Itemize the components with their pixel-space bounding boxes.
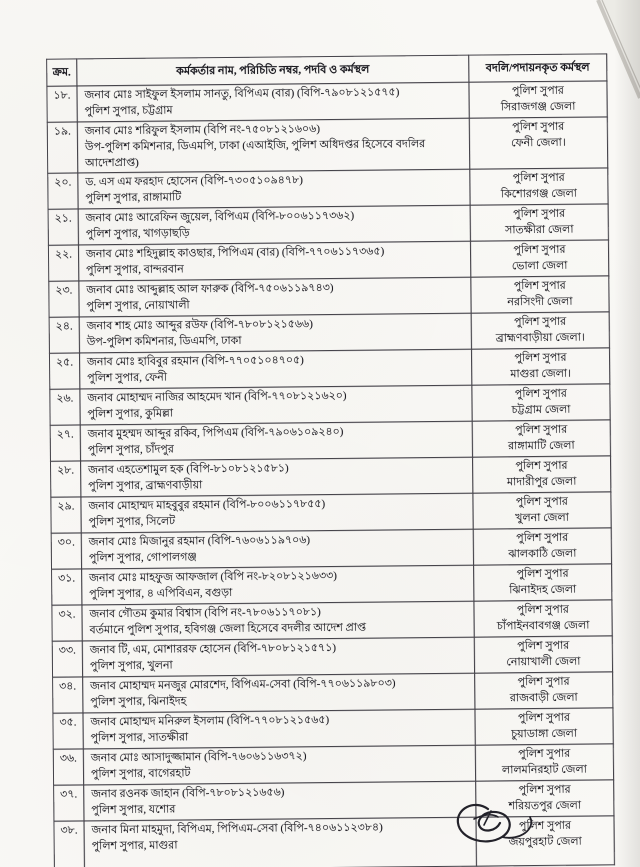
table-row <box>53 672 613 713</box>
officer-cell <box>79 349 471 389</box>
header-officer: কর্মকর্তার নাম, পরিচিতি নম্বর, পদবি ও কর্মস্থল <box>77 55 469 86</box>
destination-line1: পুলিশ সুপার <box>511 84 565 98</box>
officer-line1: জনাব মোঃ মাহফুজ আফজাল (বিপি নং-৮২০৮১২১৬৩৩) <box>89 569 337 585</box>
destination-cell <box>473 492 611 529</box>
officer-line2: পুলিশ সুপার, রাঙ্গামাটি <box>85 191 182 205</box>
officer-cell <box>78 169 470 209</box>
officer-line1: জনাব মিনা মাহমুদা, বিপিএম, পিপিএম-সেবা (বিপি-৭৪০৬১১২৩৮৪) <box>91 821 383 837</box>
officer-cell <box>80 385 472 425</box>
officer-line2: পুলিশ সুপার, যশোর <box>91 803 176 817</box>
officer-line1: জনাব মুহম্মদ আব্দুর রকিব, পিপিএম (বিপি-৭৯০৬১০৯২৪০) <box>87 425 344 441</box>
destination-line2: শরিয়তপুর জেলা <box>508 799 582 813</box>
officer-cell <box>84 817 476 867</box>
officer-cell <box>80 421 472 461</box>
destination-line2: ঝিনাইদহ জেলা <box>509 583 577 597</box>
officer-line1: জনাব মোহাম্মদ নাজির আহমেদ খান (বিপি-৭৭০৮১২১৬২০) <box>87 389 347 405</box>
destination-line1: পুলিশ সুপার <box>517 711 571 725</box>
serial-text: ৩১. <box>58 572 76 585</box>
destination-cell <box>472 420 610 457</box>
officer-line2: পুলিশ সুপার, ফেনী <box>87 371 168 385</box>
officer-line1: জনাব মোহাম্মদ মাহবুবুর রহমান (বিপি-৮০০৬১১৭৮৫৫) <box>88 498 326 513</box>
officer-cell <box>83 709 475 749</box>
serial-text: ২৫. <box>55 356 74 369</box>
serial-text: ১৮. <box>53 89 71 102</box>
serial-text: ২২. <box>54 248 73 261</box>
officer-line2: বর্তমানে পুলিশ সুপার, হবিগঞ্জ জেলা হিসেবে বদলীর আদেশ প্রাপ্ত <box>89 621 367 637</box>
destination-cell <box>473 564 611 601</box>
destination-cell <box>475 744 613 781</box>
table-row <box>47 81 607 122</box>
serial-text: ৩৫. <box>59 716 77 729</box>
officer-line2: পুলিশ সুপার, চট্টগ্রাম <box>84 104 173 118</box>
officer-cell <box>80 457 472 497</box>
transfer-order-table-wrap <box>46 53 614 867</box>
serial-text: ২৮. <box>56 464 75 477</box>
officer-line1: জনাব মোঃ আরেফিন জুয়েল, বিপিএম (বিপি-৮০০৬১১৭৩৬২) <box>85 209 355 225</box>
serial-text: ২৬. <box>56 392 74 405</box>
officer-line2: পুলিশ সুপার, গোপালগঞ্জ <box>88 551 197 565</box>
table-row <box>49 312 609 353</box>
destination-cell <box>474 600 612 637</box>
transfer-order-table <box>46 53 615 867</box>
officer-line2: পুলিশ সুপার, কুমিল্লা <box>87 407 174 421</box>
serial-cell <box>48 245 78 281</box>
destination-line2: জয়পুরহাট জেলা <box>508 835 582 849</box>
officer-cell <box>84 781 476 821</box>
serial-text: ২৪. <box>55 320 73 333</box>
officer-line1: জনাব মোঃ সাইফুল ইসলাম সানতু, বিপিএম (বার) (বিপি-৭৯০৮১২১৫৭৫) <box>84 86 400 102</box>
serial-cell <box>54 785 84 821</box>
destination-line2: রাজবাড়ী জেলা <box>509 691 578 705</box>
serial-cell <box>52 569 82 605</box>
serial-text: ২১. <box>54 212 72 225</box>
destination-line1: পুলিশ সুপার <box>518 819 572 833</box>
officer-cell <box>82 601 474 641</box>
serial-cell <box>50 461 80 497</box>
serial-text: ৩৬. <box>59 752 77 765</box>
destination-line1: পুলিশ সুপার <box>515 459 568 473</box>
officer-cell <box>78 205 470 245</box>
officer-line2: উপ-পুলিশ কমিশনার, ডিএমপি, ঢাকা <box>86 334 242 349</box>
officer-line1: জনাব মোঃ শরিফুল ইসলাম (বিপি নং-৭৫০৮১২১৬০৬) <box>84 123 321 138</box>
table-row <box>48 168 608 209</box>
table-row <box>48 240 608 281</box>
serial-cell <box>53 749 83 785</box>
header-destination: বদলি/পদায়নকৃত কর্মস্থল <box>469 54 607 82</box>
serial-text: ৩২. <box>58 608 76 621</box>
destination-line1: পুলিশ সুপার <box>512 171 565 185</box>
destination-line2: চাঁপাইনবাবগঞ্জ জেলা <box>496 619 590 633</box>
destination-line2: নরসিংদী জেলা <box>507 295 573 309</box>
table-row <box>52 600 612 641</box>
serial-cell <box>51 533 81 569</box>
destination-cell <box>470 204 608 241</box>
destination-line1: পুলিশ সুপার <box>515 495 568 509</box>
officer-cell <box>81 493 473 533</box>
destination-cell <box>474 636 612 673</box>
destination-line2: চট্টগ্রাম জেলা <box>511 403 571 417</box>
officer-line1: জনাব গৌতম কুমার বিশ্বাস (বিপি নং-৭৮০৬১১৭০৮১) <box>89 606 321 621</box>
officer-line2: পুলিশ সুপার, খাগড়াছড়ি <box>85 227 190 241</box>
officer-line1: জনাব রওনক জাহান (বিপি-৭৮০৮১২১৬৫৬) <box>91 786 285 801</box>
serial-text: ৩৭. <box>60 788 78 801</box>
destination-cell <box>475 672 613 709</box>
officer-cell <box>83 745 475 785</box>
serial-text: ২৭. <box>56 428 74 441</box>
serial-cell <box>47 86 77 122</box>
officer-line1: জনাব এহতেশামুল হক (বিপি-৮১০৮১২১৫৮১) <box>88 462 289 477</box>
destination-cell <box>469 81 607 118</box>
officer-cell <box>82 637 474 677</box>
officer-line1: জনাব মোঃ মিজানুর রহমান (বিপি-৭৬০৬১১৯৭০৬) <box>88 534 311 549</box>
destination-line2: খুলনা জেলা <box>515 511 569 525</box>
destination-cell <box>471 348 609 385</box>
destination-line2: সাতক্ষীরা জেলা <box>504 223 574 237</box>
destination-cell <box>472 456 610 493</box>
officer-cell <box>81 529 473 569</box>
destination-line2: ব্রাহ্মণবাড়ীয়া জেলা। <box>495 331 585 345</box>
serial-text: ২৩. <box>55 284 73 297</box>
destination-line1: পুলিশ সুপার <box>513 207 566 221</box>
destination-line2: সিরাজগঞ্জ জেলা <box>500 100 576 114</box>
officer-line1: জনাব মোঃ হাবিবুর রহমান (বিপি-৭৭০৫১০৪৭০৫) <box>86 354 304 369</box>
officer-line2: পুলিশ সুপার, খুলনা <box>89 659 173 673</box>
officer-cell <box>77 82 469 122</box>
officer-cell <box>79 313 471 353</box>
destination-line1: পুলিশ সুপার <box>518 747 571 761</box>
table-row <box>47 117 607 173</box>
destination-line2: মাদারীপুর জেলা <box>506 475 577 489</box>
officer-line1: জনাব শাহ মোঃ আব্দুর রউফ (বিপি-৭৮০৮১২১৫৬৬) <box>86 318 313 333</box>
destination-cell <box>473 528 611 565</box>
destination-line1: পুলিশ সুপার <box>515 423 568 437</box>
table-row <box>50 420 610 461</box>
destination-line2: কিশোরগঞ্জ জেলা <box>500 187 578 201</box>
destination-line1: পুলিশ সুপার <box>516 531 569 545</box>
serial-cell <box>54 821 84 867</box>
destination-cell <box>475 708 613 745</box>
destination-line1: পুলিশ সুপার <box>516 567 569 581</box>
serial-cell <box>47 122 77 173</box>
officer-line1: জনাব মোহাম্মদ মনজুর মোরশেদ, বিপিএম-সেবা (বিপি-৭৭০৬১১৯৮০৩) <box>90 677 396 693</box>
serial-cell <box>52 641 82 677</box>
destination-cell <box>470 168 608 205</box>
serial-cell <box>53 677 83 713</box>
officer-line2: পুলিশ সুপার, সিলেট <box>88 515 176 529</box>
officer-line2: পুলিশ সুপার, সাতক্ষীরা <box>90 731 189 745</box>
serial-text: ১৯. <box>53 125 71 138</box>
table-row <box>49 276 609 317</box>
officer-cell <box>78 241 470 281</box>
destination-line1: পুলিশ সুপার <box>517 675 570 689</box>
officer-line2: পুলিশ সুপার, বাগেরহাট <box>90 767 191 781</box>
officer-line2: পুলিশ সুপার, ঝিনাইদহ <box>90 695 187 709</box>
serial-cell <box>49 317 79 353</box>
officer-cell <box>82 565 474 605</box>
destination-line1: পুলিশ সুপার <box>516 603 570 617</box>
officer-cell <box>83 673 475 713</box>
officer-line2: পুলিশ সুপার, নোয়াখালী <box>86 299 190 313</box>
destination-cell <box>470 240 608 277</box>
table-row <box>53 744 613 785</box>
serial-cell <box>49 281 79 317</box>
destination-line2: চুয়াডাঙ্গা জেলা <box>511 727 578 741</box>
serial-cell <box>49 353 79 389</box>
officer-cell <box>77 118 469 173</box>
officer-line2: পুলিশ সুপার, মাগুরা <box>91 839 178 853</box>
table-row <box>53 708 613 749</box>
destination-line1: পুলিশ সুপার <box>514 351 567 365</box>
destination-line1: পুলিশ সুপার <box>512 120 565 134</box>
destination-cell <box>469 117 607 169</box>
destination-line2: রাঙ্গামাটি জেলা <box>507 439 575 453</box>
serial-cell <box>52 605 82 641</box>
table-row <box>52 564 612 605</box>
serial-text: ৩৩. <box>58 644 76 657</box>
signature-scribble <box>444 795 554 857</box>
destination-line1: পুলিশ সুপার <box>518 783 571 797</box>
scan-shadow-right-edge <box>614 0 640 867</box>
officer-line2: পুলিশ সুপার, বান্দরবান <box>86 263 184 277</box>
table-row <box>50 456 610 497</box>
destination-line1: পুলিশ সুপার <box>517 639 570 653</box>
destination-line2: ঝালকাঠি জেলা <box>508 547 577 561</box>
table-row <box>51 492 611 533</box>
serial-cell <box>51 497 81 533</box>
destination-cell <box>471 276 609 313</box>
table-row <box>51 528 611 569</box>
header-serial: ক্রম. <box>47 59 77 86</box>
destination-line2: লালমনিরহাট জেলা <box>501 763 587 777</box>
officer-line1: জনাব মোঃ শহিদুল্লাহ কাওছার, পিপিএম (বার) (বিপি-৭৭০৬১১৭৩৬৫) <box>85 245 385 261</box>
destination-cell <box>471 312 609 349</box>
serial-text: ২০. <box>54 176 72 189</box>
destination-line1: পুলিশ সুপার <box>514 315 567 329</box>
serial-cell <box>48 173 78 209</box>
destination-line2: মাগুরা জেলা। <box>510 367 572 381</box>
officer-line1: জনাব টি, এম, মোশাররফ হোসেন (বিপি-৭৮০৮১২১৫৭১) <box>89 641 337 657</box>
serial-text: ৩৪. <box>59 680 77 693</box>
serial-cell <box>50 389 80 425</box>
officer-line2: পুলিশ সুপার, ব্রাহ্মণবাড়ীয়া <box>88 479 203 493</box>
officer-line2: পুলিশ সুপার, ৪ এপিবিএন, বগুড়া <box>89 586 233 601</box>
table-row <box>48 204 608 245</box>
officer-line2: পুলিশ সুপার, চাঁদপুর <box>87 443 174 457</box>
officer-line1: জনাব মোঃ আসাদুজ্জামান (বিপি-৭৬০৬১১৬৩৭২) <box>90 750 307 765</box>
serial-text: ২৯. <box>57 500 75 513</box>
officer-cell <box>79 277 471 317</box>
serial-text: ৩০. <box>57 536 75 549</box>
destination-line1: পুলিশ সুপার <box>513 243 566 257</box>
destination-line1: পুলিশ সুপার <box>514 387 567 401</box>
officer-line1: জনাব মোঃ আব্দুল্লাহ আল ফারুক (বিপি-৭৫০৬১১৯৭৪৩) <box>86 281 334 297</box>
officer-line1: জনাব মোহাম্মদ মনিরুল ইসলাম (বিপি-৭৭০৮১২১৫৬৫) <box>90 714 330 729</box>
table-body <box>47 81 614 867</box>
table-row <box>52 636 612 677</box>
destination-cell <box>472 384 610 421</box>
serial-text: ৩৮. <box>60 824 78 837</box>
destination-line2: ফেনী জেলা। <box>511 136 566 150</box>
destination-line1: পুলিশ সুপার <box>513 279 566 293</box>
officer-line1: ড. এস এম ফরহাদ হোসেন (বিপি-৭৩০৫১০৯৪৭৮) <box>85 174 303 189</box>
serial-cell <box>53 713 83 749</box>
destination-line2: ভোলা জেলা <box>511 259 568 273</box>
table-row <box>49 348 609 389</box>
serial-cell <box>48 209 78 245</box>
officer-line2: উপ-পুলিশ কমিশনার, ডিএমপি, ঢাকা (এআইজি, পুলিশ অধিদপ্তর হিসেবে বদলির আদেশপ্রাপ্ত) <box>84 138 426 170</box>
serial-cell <box>50 425 80 461</box>
destination-line2: নোয়াখালী জেলা <box>506 655 581 669</box>
table-row <box>50 384 610 425</box>
